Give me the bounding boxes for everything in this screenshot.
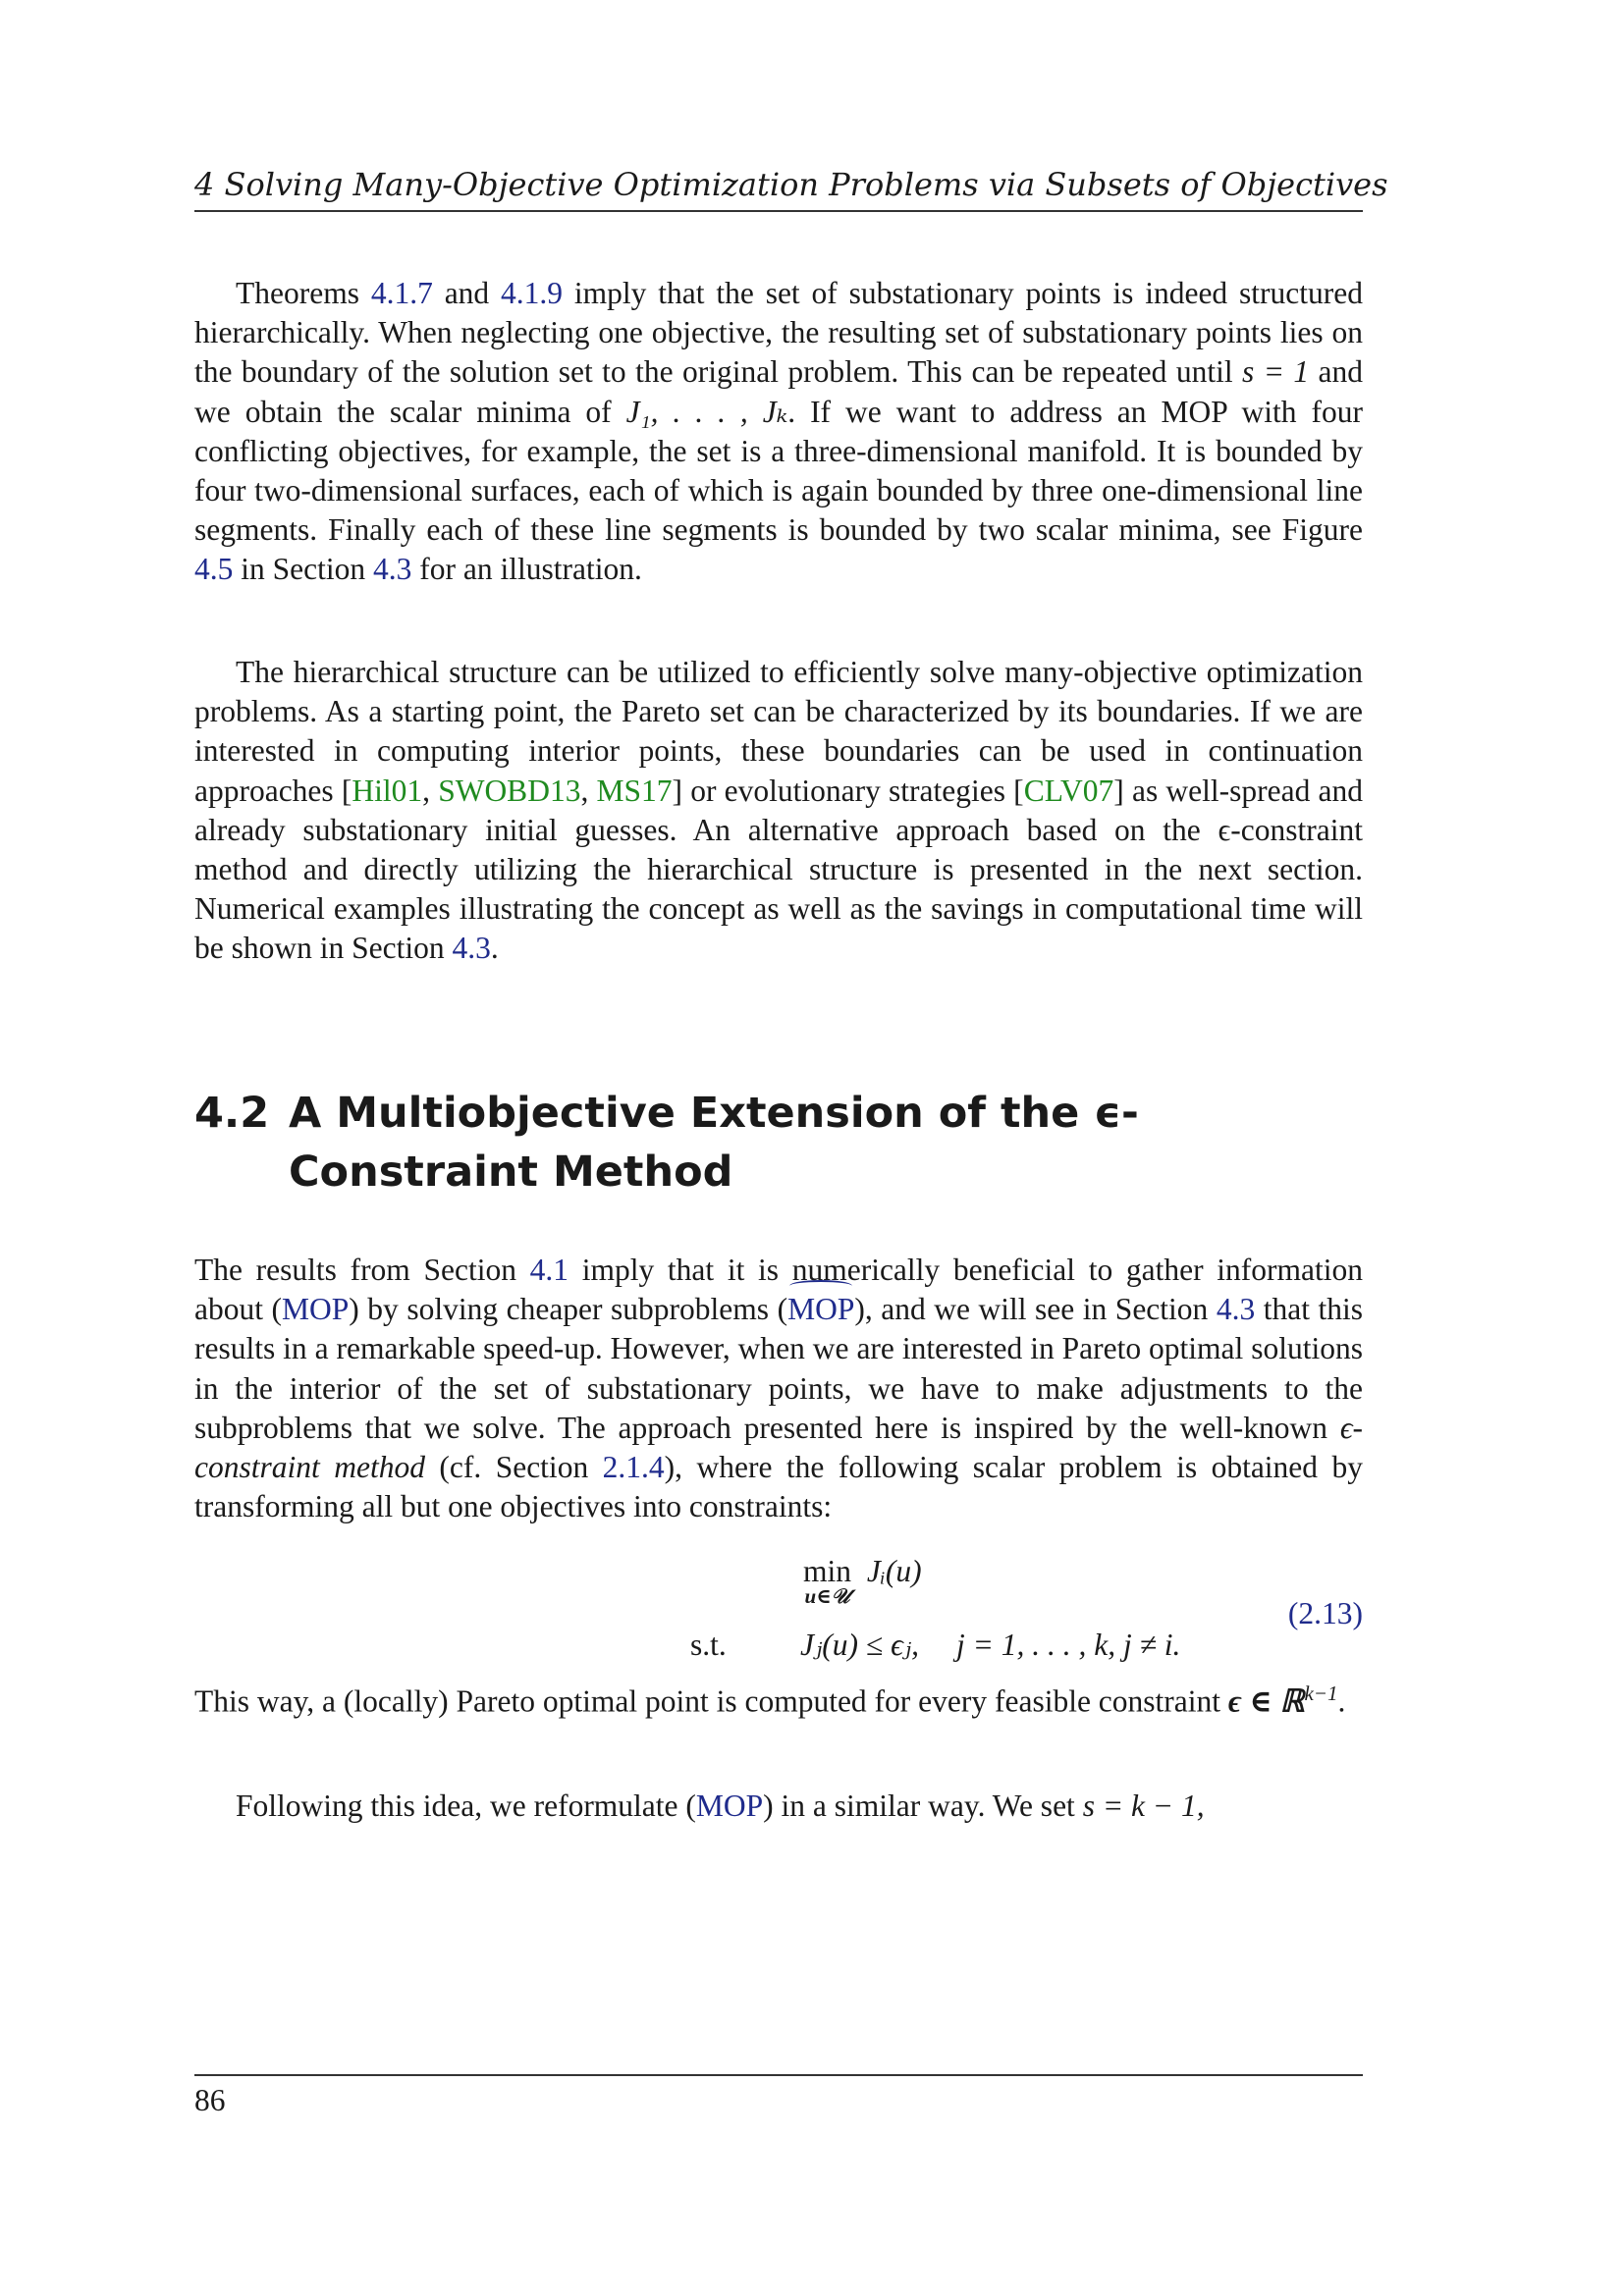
ref-theorem-4-1-7[interactable]: 4.1.7: [370, 276, 433, 310]
text: ] as well-spread and already substationary initial guesses. An alternative approach based on the ϵ-constraint method and directly utilizing the hierarchical structure is presented in the next section. Numerical examples illustrating the concept as well as the savings in computational time will be shown in Section: [194, 773, 1363, 966]
math-superscript: k−1: [1304, 1682, 1338, 1705]
text: ), where the following scalar problem is obtained by transforming all but one objectives into constraints:: [194, 1450, 1363, 1524]
min-label: min: [803, 1554, 852, 1588]
text: and: [432, 276, 502, 310]
text: that this results in a remarkable speed-up. However, when we are interested in Pareto optimal solutions in the interior of the set of substationary points, we have to make adjustments to the subproblems that we solve. The approach presented here is inspired by the well-known: [194, 1292, 1363, 1445]
emphasis-epsilon-constraint: ϵ-constraint method: [194, 1410, 1363, 1485]
ref-mop[interactable]: MOP: [282, 1292, 350, 1327]
cite-clv07[interactable]: CLV07: [1023, 773, 1114, 808]
constraint-term: Jⱼ(u) ≤ ϵⱼ,: [800, 1628, 919, 1662]
paragraph-theorems: [194, 274, 1363, 590]
equation-2-13: [194, 1554, 1363, 1665]
paragraph-this-way: [194, 1674, 1363, 1722]
math-inline: s = 1: [1242, 354, 1310, 390]
paragraph-following: [194, 1787, 1363, 1826]
ref-mop[interactable]: MOP: [695, 1789, 764, 1823]
text: ,: [422, 773, 439, 808]
subject-to-label: s.t.: [690, 1628, 727, 1662]
ref-section-2-1-4[interactable]: 2.1.4: [602, 1450, 665, 1485]
text: .: [1337, 1683, 1346, 1719]
ref-section-4-3[interactable]: 4.3: [452, 931, 491, 966]
cite-swobd13[interactable]: SWOBD13: [438, 773, 581, 808]
text: ) by solving cheaper subproblems (: [349, 1292, 788, 1327]
equation-number[interactable]: (2.13): [1287, 1596, 1363, 1630]
text: imply that it is numerically beneficial to gather information about (: [194, 1253, 1363, 1327]
header-rule: [194, 210, 1363, 212]
ref-section-4-3[interactable]: 4.3: [1216, 1292, 1256, 1327]
footer-rule: [194, 2074, 1363, 2076]
ref-theorem-4-1-9[interactable]: 4.1.9: [501, 276, 564, 310]
text: ,: [580, 773, 597, 808]
text: . If we want to address an MOP with four conflicting objectives, for example, the set is a three-dimensional manifold. It is bounded by four two-dimensional surfaces, each of which is again bounded by three one-dimensional line segments. Finally each of these line segments is bounded by two scalar minima, see Figure: [194, 394, 1363, 548]
math-inline: ϵ ∈ ℝ: [1227, 1683, 1305, 1719]
text: ), and we will see in Section: [854, 1292, 1217, 1327]
paragraph-results: [194, 1251, 1363, 1526]
section-title: A Multiobjective Extension of the ϵ-Constraint Method: [289, 1089, 1139, 1197]
objective-term: Jᵢ(u): [866, 1554, 922, 1588]
math-inline: J₁, . . . , Jₖ: [625, 394, 788, 429]
min-subscript: u∈𝒰: [804, 1584, 850, 1608]
text: The results from Section: [194, 1253, 530, 1287]
paragraph-hierarchical: [194, 653, 1363, 969]
text: ) in a similar way. We set: [763, 1789, 1083, 1823]
equation-objective-line: [803, 1554, 922, 1608]
cite-ms17[interactable]: MS17: [596, 773, 673, 808]
constraint-range: j = 1, . . . , k, j ≠ i.: [955, 1628, 1181, 1662]
text: (cf. Section: [424, 1450, 603, 1485]
ref-section-4-1[interactable]: 4.1: [529, 1253, 569, 1287]
text: The hierarchical structure can be utilized to efficiently solve many-objective optimization problems. As a starting point, the Pareto set can be characterized by its boundaries. If we are interested in computing interior points, these boundaries can be used in continuation approaches [: [194, 655, 1363, 808]
ref-section-4-3[interactable]: 4.3: [373, 552, 412, 587]
math-inline: s = k − 1,: [1082, 1789, 1205, 1823]
text: ] or evolutionary strategies [: [672, 773, 1024, 808]
text: in Section: [233, 552, 373, 587]
text: .: [490, 931, 499, 966]
running-header: 4 Solving Many-Objective Optimization Problems via Subsets of Objectives: [194, 166, 1388, 203]
cite-hil01[interactable]: Hil01: [352, 773, 423, 808]
text: imply that the set of substationary points is indeed structured hierarchically. When neglecting one objective, the resulting set of substationary points lies on the boundary of the solution set to the original problem. This can be repeated until: [194, 276, 1363, 390]
text: for an illustration.: [411, 552, 642, 587]
text: and we obtain the scalar minima of: [194, 354, 1364, 429]
ref-mop-hat[interactable]: MOP: [787, 1290, 854, 1329]
min-operator: [803, 1554, 852, 1608]
text: Following this idea, we reformulate (: [236, 1789, 696, 1823]
equation-constraint-line: [690, 1628, 1180, 1663]
page-number: 86: [194, 2083, 226, 2117]
ref-figure-4-5[interactable]: 4.5: [194, 552, 234, 587]
text: Theorems: [236, 276, 371, 310]
text: This way, a (locally) Pareto optimal point is computed for every feasible constraint: [194, 1683, 1228, 1719]
section-number: 4.2: [194, 1089, 270, 1138]
